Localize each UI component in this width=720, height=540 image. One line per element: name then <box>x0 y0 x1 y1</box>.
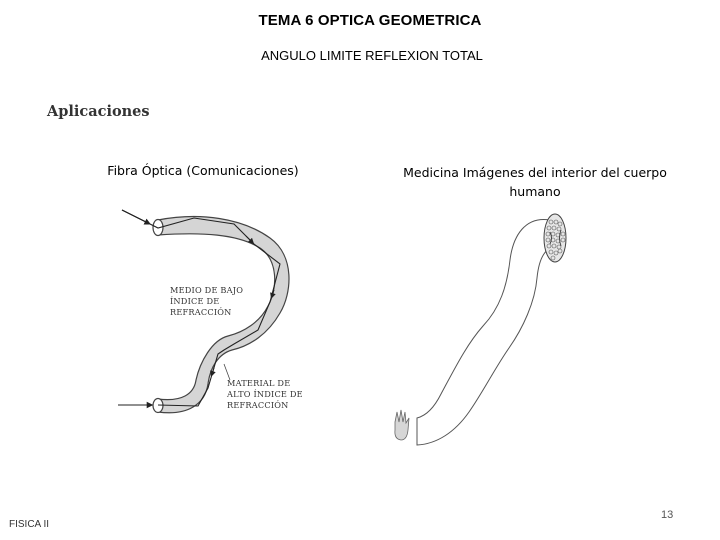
slide-title: TEMA 6 OPTICA GEOMETRICA <box>258 12 482 29</box>
incoming-ray-arrow <box>122 210 148 223</box>
label-high-index-line-2: ALTO ÍNDICE DE <box>227 389 303 399</box>
label-low-index-line-3: REFRACCIÓN <box>170 307 232 317</box>
fiber-optic-caption: Fibra Óptica (Comunicaciones) <box>107 163 299 178</box>
hand-image-icon <box>395 410 409 440</box>
fiber-bundle-tube <box>417 219 561 445</box>
medicine-caption: Medicina Imágenes del interior del cuerpo humano <box>403 165 667 200</box>
slide-subtitle: ANGULO LIMITE REFLEXION TOTAL <box>261 48 483 63</box>
footer-course-label: FISICA II <box>9 519 50 530</box>
label-low-index-line-1: MEDIO DE BAJO <box>170 285 244 295</box>
label-high-index-line-1: MATERIAL DE <box>227 378 291 388</box>
optical-fiber-diagram <box>110 198 310 443</box>
page-number: 13 <box>661 509 674 521</box>
label-low-index-line-2: ÍNDICE DE <box>170 296 220 306</box>
label-high-index-line-3: REFRACCIÓN <box>227 400 289 410</box>
section-heading: Aplicaciones <box>47 103 150 120</box>
endoscope-diagram <box>385 208 585 448</box>
